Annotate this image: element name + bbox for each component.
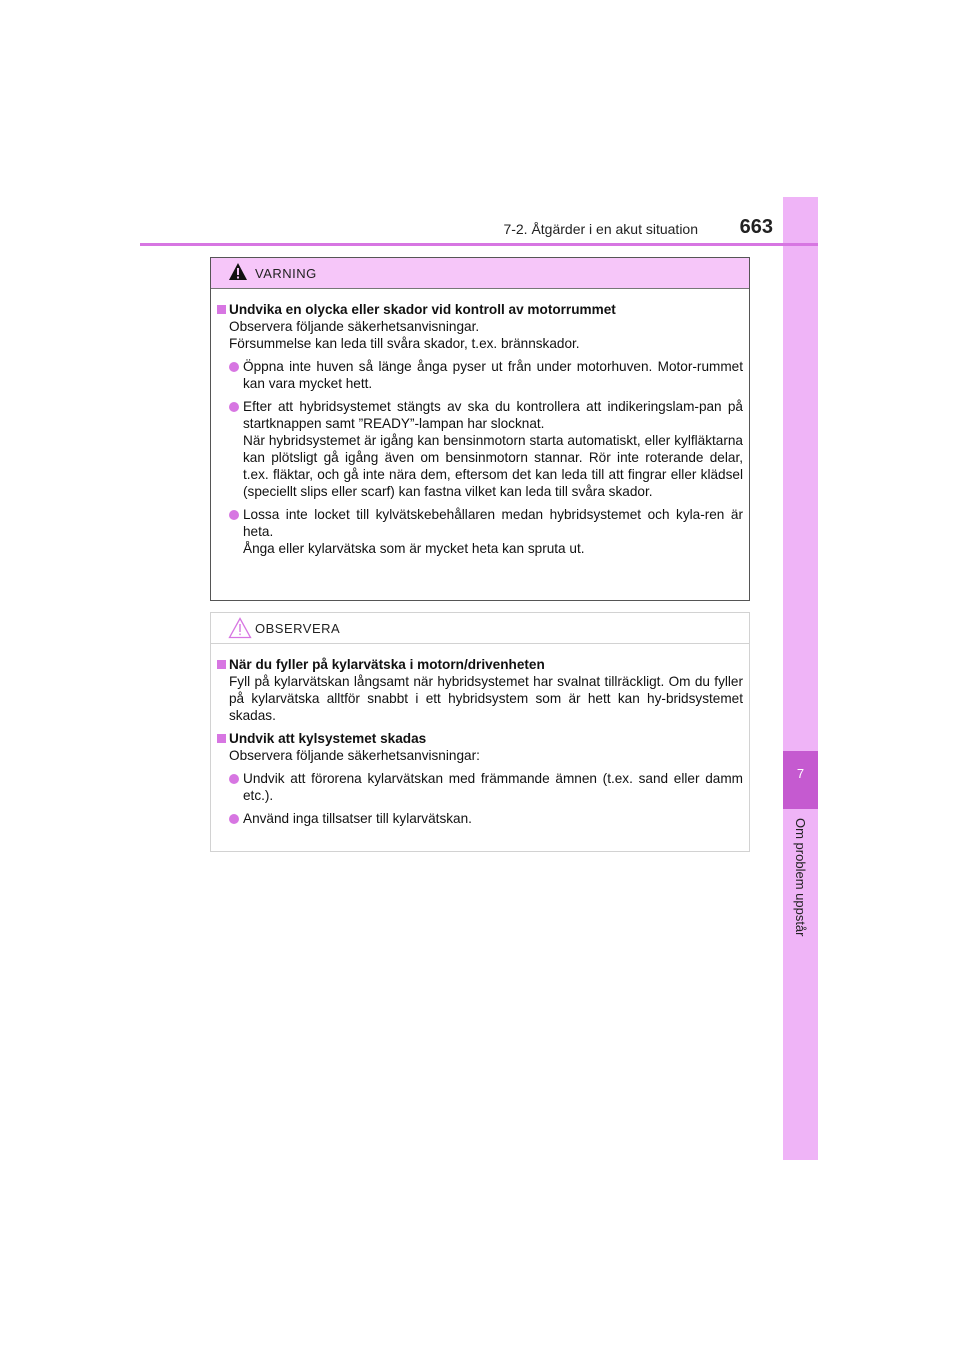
circle-bullet-icon (229, 402, 239, 412)
notice-header (211, 613, 749, 644)
caution-triangle-outline-icon (228, 617, 252, 639)
side-chapter-tab (783, 197, 818, 1160)
notice-bullet: Undvik att förorena kylarvätskan med främmande ämnen (t.ex. sand eller damm etc.). (217, 770, 743, 804)
warning-bullet: Efter att hybridsystemet stängts av ska du kontrollera att indikeringslam-pan på startknappen samt ”READY”-lampan har slocknat. När hybridsystemet är igång kan bensinmotorn starta automatiskt, eller kylfläktarna kan plötsligt gå igång även om bensinmotorn stannar. Rör inte roterande delar, t.ex. fläktar, och gå inte nära dem, eftersom det kan leda till att fingrar eller klädsel (speciellt slips eller scarf) kan fastna vilket kan leda till svåra skador. (217, 398, 743, 500)
notice-heading-1: När du fyller på kylarvätska i motorn/drivenheten (217, 656, 743, 673)
notice-text-2: Observera följande säkerhetsanvisningar: (229, 748, 480, 763)
chapter-number: 7 (796, 766, 805, 781)
warning-bullet: Lossa inte locket till kylvätskebehållaren medan hybridsystemet och kyla-ren är heta. Ånga eller kylarvätska som är mycket heta kan spruta ut. (217, 506, 743, 557)
warning-box (210, 257, 750, 601)
circle-bullet-icon (229, 774, 239, 784)
chapter-title: Om problem uppstår (793, 818, 808, 937)
warning-header (211, 258, 749, 289)
warning-triangle-icon (228, 262, 248, 281)
warning-bullet: Öppna inte huven så länge ånga pyser ut från under motorhuven. Motor-rummet kan vara mycket hett. (217, 358, 743, 392)
square-bullet-icon (217, 305, 226, 314)
header-rule (140, 243, 818, 246)
warning-body (211, 289, 749, 557)
circle-bullet-icon (229, 510, 239, 520)
notice-title: OBSERVERA (255, 621, 341, 636)
warning-heading: Undvika en olycka eller skador vid kontroll av motorrummet (217, 301, 743, 318)
warning-intro-1: Observera följande säkerhetsanvisningar. (229, 319, 480, 334)
notice-body (211, 644, 749, 827)
warning-title: VARNING (255, 266, 317, 281)
section-title: 7-2. Åtgärder i en akut situation (503, 221, 698, 237)
square-bullet-icon (217, 660, 226, 669)
notice-text-1: Fyll på kylarvätskan långsamt när hybridsystemet har svalnat tillräckligt. Om du fyller på kylarvätska alltför snabbt i ett hybridsystem som är hett kan hy-bridsystemet skadas. (229, 674, 743, 723)
page-number: 663 (739, 216, 773, 238)
circle-bullet-icon (229, 814, 239, 824)
notice-heading-2: Undvik att kylsystemet skadas (217, 730, 743, 747)
warning-intro-2: Försummelse kan leda till svåra skador, t.ex. brännskador. (229, 336, 580, 351)
square-bullet-icon (217, 734, 226, 743)
circle-bullet-icon (229, 362, 239, 372)
notice-bullet: Använd inga tillsatser till kylarvätskan. (217, 810, 743, 827)
notice-box (210, 612, 750, 852)
